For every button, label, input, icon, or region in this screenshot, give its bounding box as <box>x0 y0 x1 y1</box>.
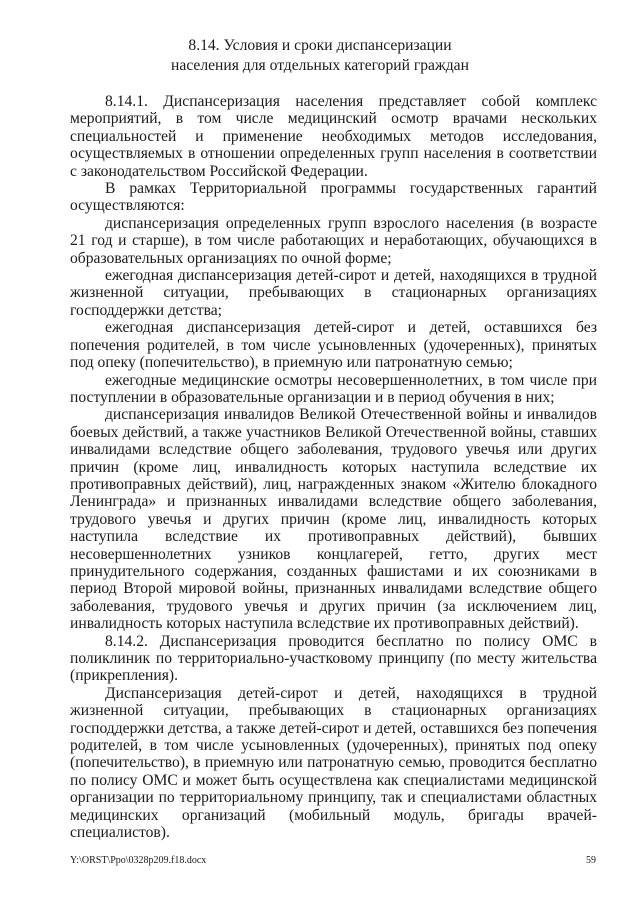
paragraph-adult-dispensarization: диспансеризация определенных групп взрослого населения (в возрасте 21 год и старше), в том числе работающих и неработающих, обучающихся в образовательных организациях по очной форме; <box>70 214 597 267</box>
footer-page-number: 59 <box>586 855 596 866</box>
section-heading-line-2: населения для отдельных категорий граждан <box>171 57 469 74</box>
paragraph-8-14-2: 8.14.2. Диспансеризация проводится бесплатно по полису ОМС в поликлиник по территориально-участковому принципу (по месту жительства (прикрепления). <box>70 632 597 685</box>
document-body <box>70 93 597 841</box>
paragraph-8-14-1: 8.14.1. Диспансеризация населения представляет собой комплекс мероприятий, в том числе медицинский осмотр врачами нескольких специальностей и применение необходимых методов исследования, осуществляемых в отношении определенных групп населения в соответствии с законодательством Российской Федерации. <box>70 93 597 180</box>
paragraph-orphans-oms: Диспансеризация детей-сирот и детей, находящихся в трудной жизненной ситуации, пребывающих в стационарных организациях господдержки детства, а также детей-сирот и детей, оставшихся без попечения родителей, в том числе усыновленных (удочеренных), принятых под опеку (попечительство), в приемную или патронатную семью, проводится бесплатно по полису ОМС и может быть осуществлена как специалистами медицинской организации по территориальному принципу, так и специалистами областных медицинских организаций (мобильный модуль, бригады врачей-специалистов). <box>70 684 597 842</box>
paragraph-veterans: диспансеризация инвалидов Великой Отечественной войны и инвалидов боевых действий, а также участников Великой Отечественной войны, ставших инвалидами вследствие общего заболевания, трудового увечья или других причин (кроме лиц, инвалидность которых наступила вследствие их противоправных действий), лиц, награжденных знаком «Жителю блокадного Ленинграда» и признанных инвалидами вследствие общего заболевания, трудового увечья и других причин (кроме лиц, инвалидность которых наступила вследствие их противоправных действий), бывших несовершеннолетних узников концлагерей, гетто, других мест принудительного содержания, созданных фашистами и их союзниками в период Второй мировой войны, признанных инвалидами вследствие общего заболевания, трудового увечья и других причин (за исключением лиц, инвалидность которых наступила вследствие их противоправных действий). <box>70 406 597 633</box>
footer-file-path: Y:\ORST\Ppo\0328p209.f18.docx <box>70 855 207 866</box>
section-heading-line-1: 8.14. Условия и сроки диспансеризации <box>188 37 452 54</box>
paragraph-program-intro: В рамках Территориальной программы государственных гарантий осуществляются: <box>70 180 597 215</box>
paragraph-minors-checkups: ежегодные медицинские осмотры несовершеннолетних, в том числе при поступлении в образовательные организации и в период обучения в них; <box>70 371 597 406</box>
paragraph-orphans-hard-situation: ежегодная диспансеризация детей-сирот и детей, находящихся в трудной жизненной ситуации, пребывающих в стационарных организациях господдержки детства; <box>70 267 597 319</box>
section-heading <box>0 36 640 76</box>
paragraph-orphans-without-care: ежегодная диспансеризация детей-сирот и детей, оставшихся без попечения родителей, в том числе усыновленных (удочеренных), принятых под опеку (попечительство), в приемную или патронатную семью; <box>70 319 597 372</box>
